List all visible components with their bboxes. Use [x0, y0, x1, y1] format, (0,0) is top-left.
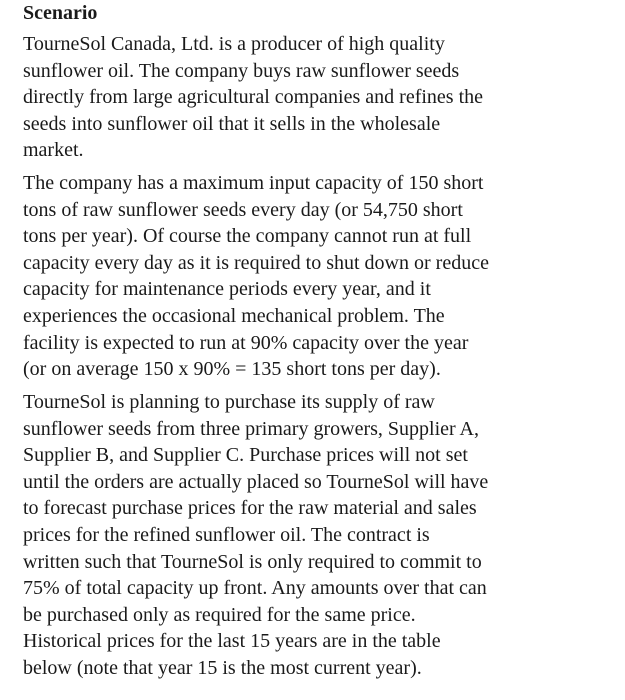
text-line: directly from large agricultural companies and refines the — [23, 86, 483, 109]
text-line: (or on average 150 x 90% = 135 short tons per day). — [23, 358, 441, 381]
paragraph-suppliers — [23, 389, 603, 682]
text-line: capacity for maintenance periods every year, and it — [23, 278, 431, 301]
text-line: seeds into sunflower oil that it sells in the wholesale — [23, 112, 441, 135]
text-line: TourneSol is planning to purchase its supply of raw — [23, 391, 435, 413]
text-line: The company has a maximum input capacity of 150 short — [23, 172, 484, 194]
text-line: Historical prices for the last 15 years are in the table — [23, 630, 441, 653]
text-line: facility is expected to run at 90% capacity over the year — [23, 331, 469, 354]
text-line: sunflower oil. The company buys raw sunflower seeds — [23, 59, 460, 82]
section-heading: Scenario — [23, 2, 98, 24]
text-line: market. — [23, 139, 84, 162]
text-line: TourneSol Canada, Ltd. is a producer of high quality — [23, 33, 445, 55]
paragraph-capacity — [23, 170, 603, 383]
text-line: 75% of total capacity up front. Any amounts over that can — [23, 577, 487, 600]
text-line: be purchased only as required for the same price. — [23, 603, 416, 626]
text-line: to forecast purchase prices for the raw material and sales — [23, 497, 477, 520]
text-line: sunflower seeds from three primary growers, Supplier A, — [23, 417, 479, 440]
text-line: experiences the occasional mechanical problem. The — [23, 304, 445, 327]
text-line: until the orders are actually placed so TourneSol will have — [23, 470, 489, 493]
text-line: below (note that year 15 is the most current year). — [23, 656, 422, 679]
text-line: capacity every day as it is required to shut down or reduce — [23, 251, 489, 274]
text-line: Supplier B, and Supplier C. Purchase prices will not set — [23, 444, 468, 467]
text-line: prices for the refined sunflower oil. The contract is — [23, 523, 430, 546]
text-line: written such that TourneSol is only required to commit to — [23, 550, 482, 573]
text-line: tons of raw sunflower seeds every day (or 54,750 short — [23, 198, 463, 221]
paragraph-company-intro — [23, 31, 603, 164]
text-line: tons per year). Of course the company cannot run at full — [23, 225, 472, 248]
